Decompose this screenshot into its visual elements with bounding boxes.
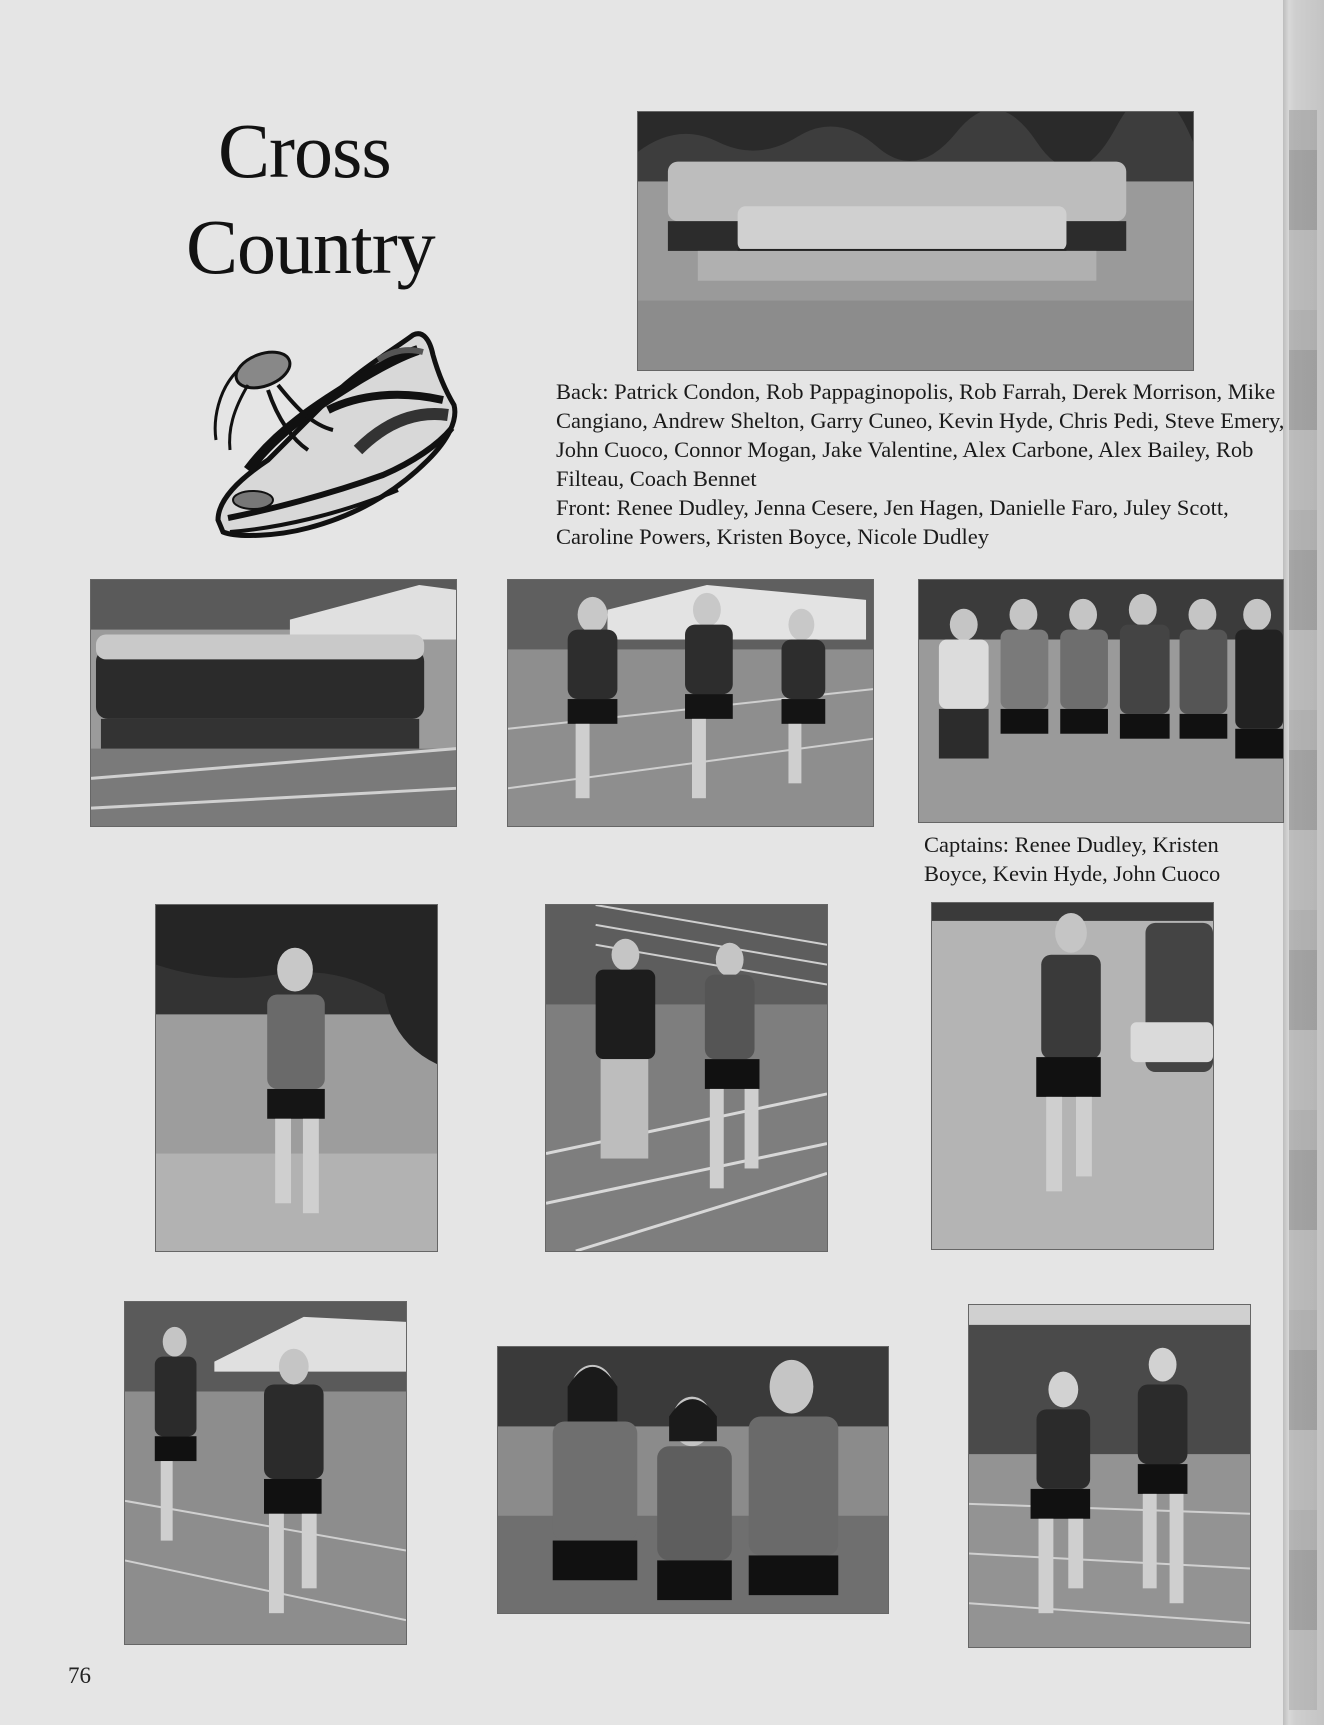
team-caption-front: Front: Renee Dudley, Jenna Cesere, Jen Hagen, Danielle Faro, Juley Scott, Caroline Powers, Kristen Boyce, Nicole Dudley xyxy=(556,495,1229,549)
boy-running-trail-photo xyxy=(155,904,438,1252)
team-caption-back: Back: Patrick Condon, Rob Pappaginopolis, Rob Farrah, Derek Morrison, Mike Cangiano, Andrew Shelton, Garry Cuneo, Kevin Hyde, Chris Pedi, Steve Emery, John Cuoco, Connor Mogan, Jake Valentine, Alex Carbone, Alex Bailey, Rob Filteau, Coach Bennet xyxy=(556,379,1285,491)
three-girls-photo xyxy=(497,1346,889,1614)
captains-photo xyxy=(918,579,1284,823)
finish-line-photo xyxy=(545,904,828,1252)
adjacent-page-edge xyxy=(1283,0,1324,1725)
two-girls-running-photo xyxy=(968,1304,1251,1648)
team-photo xyxy=(637,111,1194,371)
page-title-line2: Country xyxy=(186,203,435,290)
girls-running-photo xyxy=(507,579,874,827)
race-start-photo xyxy=(90,579,457,827)
two-boys-running-photo xyxy=(124,1301,407,1645)
team-caption xyxy=(556,377,1291,551)
page-number: 76 xyxy=(68,1663,91,1688)
running-shoe-icon xyxy=(208,310,458,550)
captains-caption: Captains: Renee Dudley, Kristen Boyce, Kevin Hyde, John Cuoco xyxy=(924,832,1221,886)
boy-running-track-photo xyxy=(931,902,1214,1250)
page-title-line1: Cross xyxy=(218,107,391,194)
